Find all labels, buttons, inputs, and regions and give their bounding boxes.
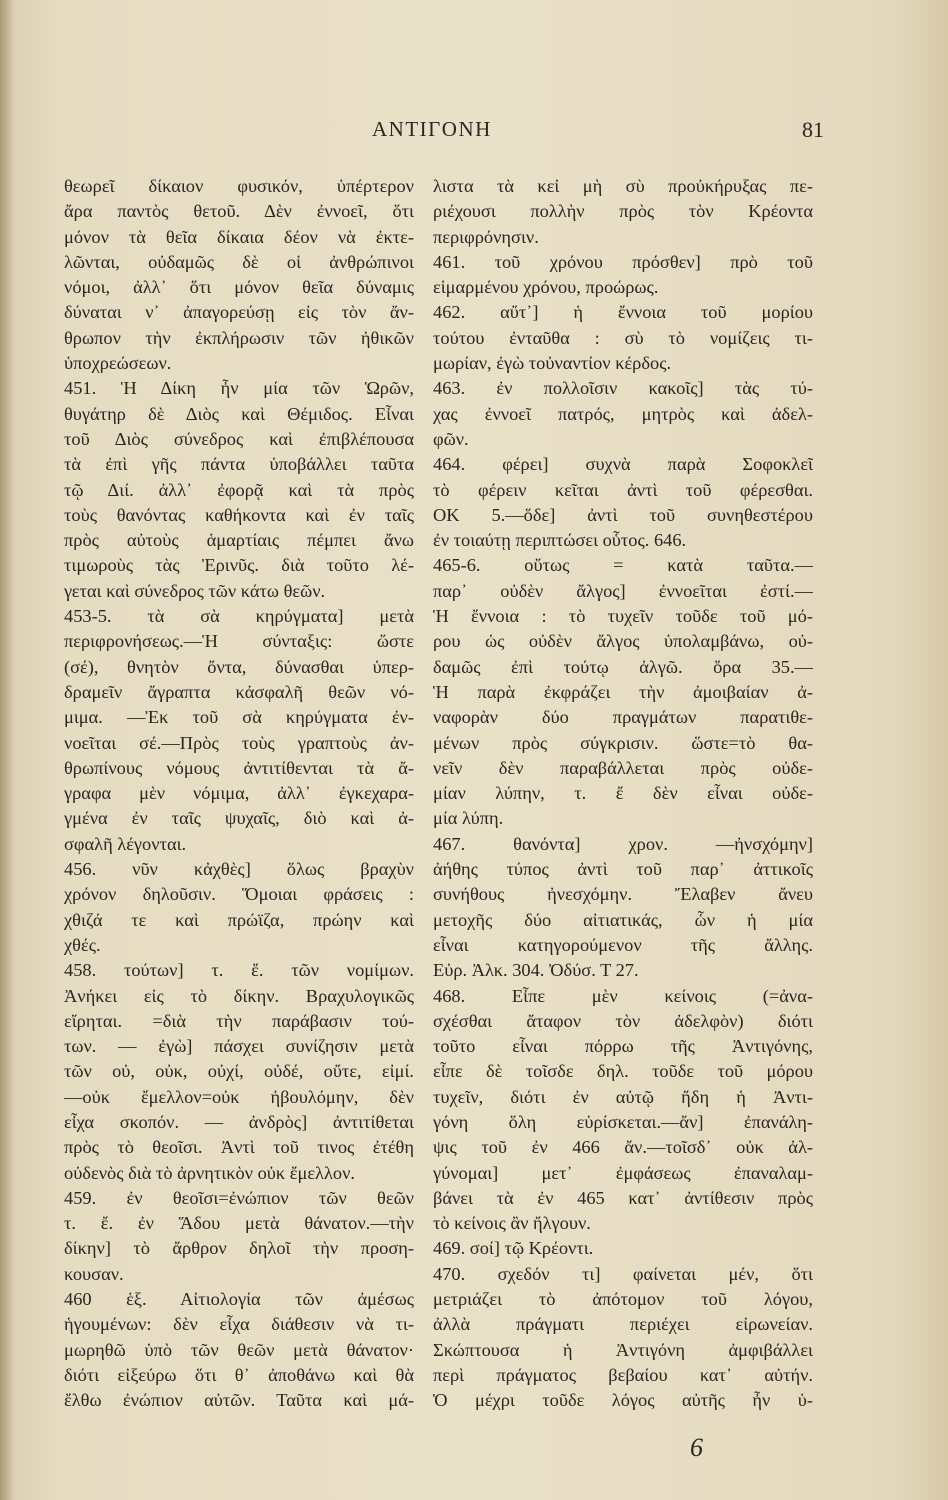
- text-line: τῷ Διί. ἀλλ᾽ ἐφορᾷ καὶ τὰ πρὸς: [64, 479, 414, 500]
- text-line: εἶχα σκοπόν. — ἀνδρὸς] ἀντιτίθεται: [64, 1111, 414, 1132]
- text-line: πρὸς αὐτοὺς ἁμαρτίαις πέμπει ἄνω: [64, 530, 414, 551]
- text-line: ΟΚ 5.—ὅδε] ἀντὶ τοῦ συνηθεστέρου: [433, 504, 813, 525]
- text-line: τὰ ἐπὶ γῆς πάντα ὑποβάλλει ταῦτα: [64, 454, 414, 475]
- page-number: 81: [802, 117, 824, 142]
- text-line: μένων πρὸς σύγκρισιν. ὥστε=τὸ θα-: [433, 732, 813, 753]
- text-line: ὑποχρεώσεων.: [64, 353, 172, 374]
- text-line: πρὸς τὸ θεοῖσι. Ἀντὶ τοῦ τινος ἐτέθη: [64, 1137, 414, 1158]
- text-line: των. — ἐγὼ] πάσχει συνίζησιν μετὰ: [64, 1036, 414, 1057]
- text-line: 464. φέρει] συχνὰ παρὰ Σοφοκλεῖ: [433, 454, 813, 475]
- binding-shadow: [0, 0, 14, 1500]
- text-line: χθές.: [64, 934, 101, 955]
- text-line: ἔλθω ἐνώπιον αὐτῶν. Ταῦτα καὶ μά-: [64, 1390, 414, 1411]
- text-line: εἱμαρμένου χρόνου, προώρως.: [433, 277, 659, 298]
- text-line: 460 ἑξ. Αἰτιολογία τῶν ἀμέσως: [64, 1289, 414, 1310]
- text-line: μιμα. —Ἐκ τοῦ σὰ κηρύγματα ἐν-: [64, 707, 414, 728]
- text-line: λῶνται, οὐδαμῶς δὲ οἱ ἀνθρώπινοι: [64, 251, 414, 272]
- text-line: δύναται ν᾽ ἀπαγορεύσῃ εἰς τὸν ἄν-: [64, 302, 414, 323]
- text-line: οὐδενὸς διὰ τὸ ἀρνητικὸν οὐκ ἔμελλον.: [64, 1162, 355, 1183]
- text-line: νεῖν δὲν παραβάλλεται πρὸς οὐδε-: [433, 757, 813, 778]
- text-line: δίκην] τὸ ἄρθρον δηλοῖ τὴν προση-: [64, 1238, 414, 1259]
- text-line: εἴρηται. =διὰ τὴν παράβασιν τού-: [64, 1010, 414, 1031]
- text-line: —οὐκ ἔμελλον=οὐκ ἠβουλόμην, δὲν: [64, 1086, 414, 1107]
- text-line: ἀήθης τύπος ἀντὶ τοῦ παρ᾽ ἀττικοῖς: [433, 859, 813, 880]
- text-line: 453-5. τὰ σὰ κηρύγματα] μετὰ: [64, 606, 414, 627]
- text-line: 459. ἐν θεοῖσι=ἐνώπιον τῶν θεῶν: [64, 1187, 414, 1208]
- text-line: ναφορὰν δύο πραγμάτων παρατιθε-: [433, 707, 813, 728]
- text-line: χας ἐννοεῖ πατρός, μητρὸς καὶ ἀδελ-: [433, 403, 813, 424]
- text-line: μωρίαν, ἐγὼ τοὐναντίον κέρδος.: [433, 353, 672, 374]
- text-line: διότι εἰξεύρω ὅτι θ᾽ ἀποθάνω καὶ θὰ: [64, 1364, 414, 1385]
- text-line: 463. ἐν πολλοῖσιν κακοῖς] τὰς τύ-: [433, 378, 813, 399]
- text-line: τιμωροὺς τὰς Ἐρινῦς. διὰ τοῦτο λέ-: [64, 555, 414, 576]
- text-line: κουσαν.: [64, 1263, 124, 1284]
- text-line: 462. αὔτ᾽] ἡ ἔννοια τοῦ μορίου: [433, 302, 813, 323]
- text-line: 468. Εἶπε μὲν κείνοις (=ἀνα-: [433, 985, 813, 1006]
- text-line: λιστα τὰ κεἰ μὴ σὺ προὐκήρυξας πε-: [433, 176, 813, 196]
- text-line: ρου ὡς οὐδὲν ἄλγος ὑπολαμβάνω, οὐ-: [433, 631, 813, 652]
- text-line: δραμεῖν ἄγραπτα κἀσφαλῆ θεῶν νό-: [64, 681, 414, 702]
- text-line: φῶν.: [433, 428, 469, 449]
- text-line: Ἡ ἔννοια : τὸ τυχεῖν τοῦδε τοῦ μό-: [433, 606, 813, 627]
- text-line: γμένα ἐν ταῖς ψυχαῖς, διὸ καὶ ἀ-: [64, 808, 414, 829]
- text-line: ἄρα παντὸς θετοῦ. Δὲν ἐννοεῖ, ὅτι: [64, 201, 414, 222]
- text-line: μία λύπη.: [433, 808, 504, 829]
- text-line: ἀλλὰ πράγματι περιέχει εἰρωνείαν.: [433, 1314, 813, 1335]
- text-line: Σκώπτουσα ἡ Ἀντιγόνη ἀμφιβάλλει: [433, 1339, 813, 1360]
- left-text-column: [64, 174, 414, 1414]
- text-line: σχέσθαι ἄταφον τὸν ἀδελφὸν) διότι: [433, 1010, 813, 1031]
- text-line: μωρηθῶ ὑπὸ τῶν θεῶν μετὰ θάνατον·: [64, 1339, 414, 1360]
- page-header: [0, 117, 948, 147]
- text-line: τ. ἔ. ἐν Ἅδου μετὰ θάνατον.—τὴν: [64, 1213, 414, 1234]
- text-line: θρωπίνους νόμους ἀντιτίθενται τὰ ἄ-: [64, 757, 414, 778]
- text-line: μίαν λύπην, τ. ἔ δὲν εἶναι οὐδε-: [433, 783, 813, 804]
- text-line: Ὁ μέχρι τοῦδε λόγος αὐτῆς ἦν ὑ-: [433, 1390, 813, 1411]
- text-line: μετοχῆς δύο αἰτιατικάς, ὧν ἡ μία: [433, 909, 813, 930]
- text-line: εἶναι κατηγορούμενον τῆς ἄλλης.: [433, 934, 813, 955]
- text-line: ριέχουσι πολλὴν πρὸς τὸν Κρέοντα: [433, 201, 813, 222]
- text-line: τυχεῖν, διότι ἐν αὐτῷ ἤδη ἡ Ἀντι-: [433, 1086, 813, 1107]
- text-line: 469. σοί] τῷ Κρέοντι.: [433, 1238, 594, 1259]
- text-line: περιφρόνησιν.: [433, 226, 539, 247]
- text-line: γραφα μὲν νόμιμα, ἀλλ᾽ ἐγκεχαρα-: [64, 783, 414, 804]
- text-line: Ἡ παρὰ ἐκφράζει τὴν ἀμοιβαίαν ἀ-: [433, 681, 813, 702]
- text-line: βάνει τὰ ἐν 465 κατ᾽ ἀντίθεσιν πρὸς: [433, 1187, 813, 1208]
- text-line: 470. σχεδόν τι] φαίνεται μέν, ὅτι: [433, 1263, 813, 1284]
- text-line: γεται καὶ σύνεδρος τῶν κάτω θεῶν.: [64, 580, 326, 601]
- text-line: συνήθους ἠνεσχόμην. Ἔλαβεν ἄνευ: [433, 884, 813, 905]
- text-line: 467. θανόντα] χρον. —ἠνσχόμην]: [433, 833, 813, 854]
- text-line: δαμῶς ἐπὶ τούτῳ ἀλγῶ. ὅρα 35.—: [433, 656, 813, 677]
- text-line: τὸ κείνοις ἂν ἤλγουν.: [433, 1213, 591, 1234]
- text-line: νοεῖται σέ.—Πρὸς τοὺς γραπτοὺς ἀν-: [64, 732, 414, 753]
- text-line: εἶπε δὲ τοῖσδε δηλ. τοῦδε τοῦ μόρου: [433, 1061, 813, 1082]
- text-line: τούτου ἐνταῦθα : σὺ τὸ νομίζεις τι-: [433, 327, 813, 348]
- text-line: τοὺς θανόντας καθήκοντα καὶ ἐν ταῖς: [64, 504, 414, 525]
- text-line: 458. τούτων] τ. ἔ. τῶν νομίμων.: [64, 960, 414, 981]
- text-line: Εὐρ. Ἀλκ. 304. Ὀδύσ. Τ 27.: [433, 960, 639, 981]
- text-line: γύνομαι] μετ᾽ ἐμφάσεως ἐπαναλαμ-: [433, 1162, 813, 1183]
- text-line: γόνη ὅλη εὑρίσκεται.—ἄν] ἐπανάλη-: [433, 1111, 813, 1132]
- text-line: θρωπον τὴν ἐκπλήρωσιν τῶν ἠθικῶν: [64, 327, 414, 348]
- text-line: ἡγουμένων: δὲν εἶχα διάθεσιν νὰ τι-: [64, 1314, 414, 1335]
- running-title: ΑΝΤΙΓΟΝΗ: [372, 117, 492, 141]
- text-line: τοῦ Διὸς σύνεδρος καὶ ἐπιβλέπουσα: [64, 428, 414, 449]
- text-line: περιφρονήσεως.—Ἡ σύνταξις: ὥστε: [64, 631, 414, 652]
- text-line: 461. τοῦ χρόνου πρόσθεν] πρὸ τοῦ: [433, 251, 813, 272]
- right-text-column: [433, 174, 813, 1414]
- text-line: μόνον τὰ θεῖα δίκαια δέον νὰ ἐκτε-: [64, 226, 414, 247]
- text-line: τῶν οὐ, οὐκ, οὐχί, οὐδέ, οὔτε, εἰμί.: [64, 1061, 414, 1082]
- text-line: θεωρεῖ δίκαιον φυσικόν, ὑπέρτερον: [64, 176, 414, 196]
- text-line: περὶ πράγματος βεβαίου κατ᾽ αὐτήν.: [433, 1364, 813, 1385]
- text-line: 456. νῦν κἀχθὲς] ὅλως βραχὺν: [64, 859, 414, 880]
- text-line: χθιζά τε καὶ πρώϊζα, πρώην καὶ: [64, 909, 414, 930]
- text-line: Ἀνήκει εἰς τὸ δίκην. Βραχυλογικῶς: [64, 985, 414, 1006]
- signature-mark: 6: [690, 1433, 703, 1462]
- text-line: 465-6. οὕτως = κατὰ ταῦτα.—: [433, 555, 813, 576]
- text-line: τὸ φέρειν κεῖται ἀντὶ τοῦ φέρεσθαι.: [433, 479, 813, 500]
- text-line: θυγάτηρ δὲ Διὸς καὶ Θέμιδος. Εἶναι: [64, 403, 414, 424]
- text-line: (σέ), θνητὸν ὄντα, δύνασθαι ὑπερ-: [64, 656, 414, 677]
- text-line: τοῦτο εἶναι πόρρω τῆς Ἀντιγόνης,: [433, 1036, 813, 1057]
- text-line: χρόνον δηλοῦσιν. Ὅμοιαι φράσεις :: [64, 884, 414, 905]
- text-line: παρ᾽ οὐδὲν ἄλγος] ἐννοεῖται ἐστί.—: [433, 580, 813, 601]
- text-line: σφαλῆ λέγονται.: [64, 833, 187, 854]
- text-line: μετριάζει τὸ ἀπότομον τοῦ λόγου,: [433, 1289, 813, 1310]
- text-line: ἐν τοιαύτῃ περιπτώσει οὗτος. 646.: [433, 530, 687, 551]
- text-line: ψις τοῦ ἐν 466 ἄν.—τοῖσδ᾽ οὐκ ἀλ-: [433, 1137, 813, 1158]
- text-line: 451. Ἡ Δίκη ἦν μία τῶν Ὡρῶν,: [64, 378, 414, 399]
- text-line: νόμοι, ἀλλ᾽ ὅτι μόνον θεῖα δύναμις: [64, 277, 414, 298]
